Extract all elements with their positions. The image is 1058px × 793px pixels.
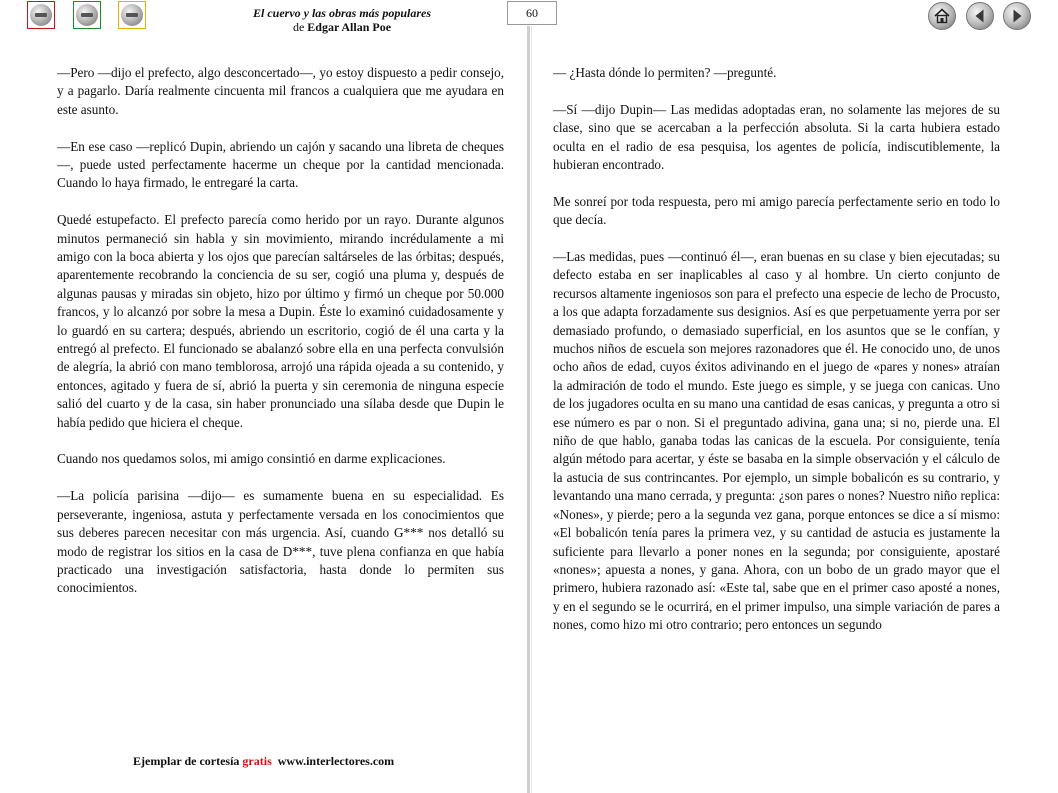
right-page-text (553, 64, 1000, 653)
home-icon (933, 7, 951, 25)
footer-note (133, 754, 394, 769)
paragraph: Cuando nos quedamos solos, mi amigo consintió en darme explicaciones. (57, 451, 446, 467)
footer-prefix: Ejemplar de cortesía (133, 754, 243, 768)
author-name: Edgar Allan Poe (307, 20, 392, 34)
paragraph: — ¿Hasta dónde lo permiten? —pregunté. (553, 65, 777, 80)
minus-icon (30, 4, 52, 26)
footer-gratis: gratis (242, 754, 272, 768)
book-spine-shadow (531, 26, 532, 793)
minus-icon (121, 4, 143, 26)
yellow-window-button[interactable] (118, 1, 146, 29)
previous-page-button[interactable] (966, 2, 994, 30)
paragraph: —Pero —dijo el prefecto, algo desconcertado—, yo estoy dispuesto a pedir consejo, y a pagarlo. Daría realmente cincuenta mil francos a cualquiera que me ayudara en este asunto. (57, 65, 504, 117)
red-window-button[interactable] (27, 1, 55, 29)
arrow-left-icon (971, 7, 989, 25)
page-number: 60 (507, 1, 557, 25)
paragraph: Me sonreí por toda respuesta, pero mi amigo parecía perfectamente serio en todo lo que decía. (553, 193, 1000, 228)
arrow-right-icon (1008, 7, 1026, 25)
book-header (230, 6, 454, 34)
paragraph: —En ese caso —replicó Dupin, abriendo un cajón y sacando una libreta de cheques—, puede usted perfectamente hacerme un cheque por la cantidad mencionada. Cuando lo haya firmado, le entregaré la carta. (57, 138, 504, 191)
author-prefix: de (292, 20, 308, 34)
paragraph: —Las medidas, pues —continuó él—, eran buenas en su clase y bien ejecutadas; su defecto estaba en ser inaplicables al caso y al hombre. Un cierto conjunto de recursos altamente ingeniosos son para el prefecto una especie de lecho de Procusto, a los que adapta forzadamente sus designios. Así es que perpetuamente yerra por ser demasiado profundo, o demasiado superficial, en los asuntos que se le confían, y muchos niños de escuela son mejores razonadores que él. He conocido uno, de unos ocho años de edad, cuyos éxitos adivinando en el juego de «pares y nones» atraían la admiración de todo el mundo. Este juego es simple, y se juega con canicas. Uno de los jugadores oculta en su mano una cantidad de esas canicas, y pregunta a otro si ese número es par o non. Si el preguntado adivina, gana una; si no, pierde una. El niño de que hablo, ganaba todas las canicas de la escuela. Por consiguiente, tenía algún método para acertar, y éste se basaba en la simple observación y el cálculo de la astucia de sus contrincantes. Por ejemplo, un simple bobalicón es su contrario, y levantando una mano cerrada, y pregunta: ¿son pares o nones? Nuestro niño replica: «Nones», y pierde; pero a la segunda vez gana, porque entonces se dice a sí mismo: «El bobalicón tenía pares la primera vez, y su cantidad de astucia es justamente la suficiente para llevarlo a poner nones en la segunda; por consiguiente, apostaré «nones»; apuesta a nones, y gana. Ahora, con un bobo de un grado mayor que el primero, hubiera razonado así: «Este tal, sabe que en el primer caso aposté a nones, y en el segundo se le ocurrirá, en el primer impulso, una simple variación de pares a nones, como hizo mi otro contrario; pero entonces un segundo (553, 249, 1000, 633)
paragraph: —La policía parisina —dijo— es sumamente buena en su especialidad. Es perseverante, ingeniosa, astuta y perfectamente versada en los conocimientos que sus deberes parecen necesitar con más urgencia. Así, cuando G*** nos detalló su modo de registrar los sitios en la casa de D***, tuve plena confianza en que había practicado una investigación satisfactoria, hasta donde lo permiten sus conocimientos. (57, 488, 504, 596)
paragraph: —Sí —dijo Dupin— Las medidas adoptadas eran, no solamente las mejores de su clase, sino que se acercaban a la perfección absoluta. Si la carta hubiera estado oculta en el radio de esa pesquisa, los agentes de policía, indiscutiblemente, la hubieran encontrado. (553, 101, 1000, 173)
minus-icon (76, 4, 98, 26)
next-page-button[interactable] (1003, 2, 1031, 30)
left-page-text (57, 64, 504, 616)
author-line (230, 20, 454, 34)
book-title: El cuervo y las obras más populares (252, 6, 431, 20)
paragraph: Quedé estupefacto. El prefecto parecía como herido por un rayo. Durante algunos minutos permaneció sin habla y sin movimiento, mirando incrédulamente a mi amigo con la boca abierta y los ojos que parecían saltárseles de las órbitas; después, aparentemente recobrando la conciencia de su ser, cogió una pluma y, después de algunas pausas y miradas sin objeto, hizo por último y firmó un cheque por 50.000 francos, y lo alcanzó por sobre la mesa a Dupin. Éste lo examinó cuidadosamente y lo guardó en su cartera; después, abriendo un escritorio, cogió de él una carta y la entregó al prefecto. El funcionado se abalanzó sobre ella en una perfecta convulsión de alegría, la abrió con mano temblorosa, arrojó una rápida ojeada a su contenido, y entonces, agitado y fuera de sí, abrió la puerta y sin ceremonia de ninguna especie salió del cuarto y de la casa, sin haber pronunciado una sílaba desde que Dupin le había pedido que hiciera el cheque. (57, 212, 504, 430)
green-window-button[interactable] (73, 1, 101, 29)
footer-site-link[interactable]: www.interlectores.com (277, 754, 395, 768)
book-spine (527, 26, 530, 793)
home-button[interactable] (928, 2, 956, 30)
